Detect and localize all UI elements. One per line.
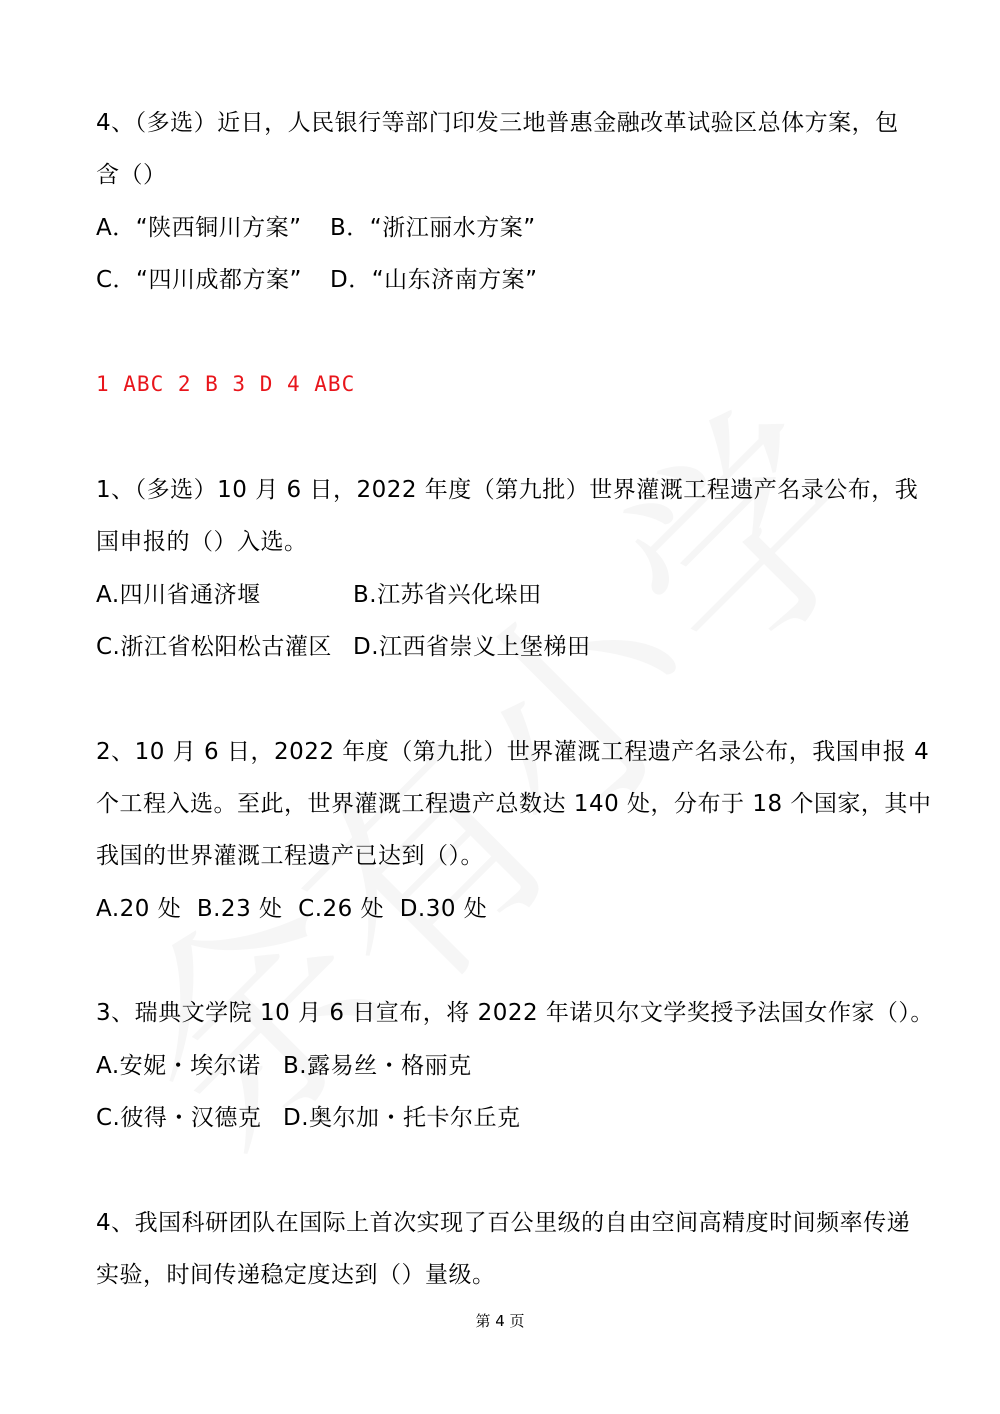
question-1-text-line1: 1、（多选）10 月 6 日，2022 年度（第九批）世界灌溉工程遗产名录公布，我 bbox=[96, 477, 919, 503]
question-1-text-line2: 国申报的（）入选。 bbox=[96, 529, 308, 555]
question-2-options: A.20 处 B.23 处 C.26 处 D.30 处 bbox=[96, 896, 488, 922]
question-2-text-line3: 我国的世界灌溉工程遗产已达到（）。 bbox=[96, 843, 484, 869]
question-3-text-line1: 3、瑞典文学院 10 月 6 日宣布，将 2022 年诺贝尔文学奖授予法国女作家（）。 bbox=[96, 1000, 934, 1026]
question-4-text-line2: 实验，时间传递稳定度达到（）量级。 bbox=[96, 1262, 496, 1288]
question-1-option-b: B.江苏省兴化垛田 bbox=[353, 582, 542, 608]
question-4-prev-option-c: C．“四川成都方案” bbox=[96, 267, 302, 293]
question-3-option-d: D.奥尔加・托卡尔丘克 bbox=[283, 1105, 521, 1131]
question-4-prev-text-line2: 含（） bbox=[96, 162, 167, 188]
question-2-text-line2: 个工程入选。至此，世界灌溉工程遗产总数达 140 处，分布于 18 个国家，其中 bbox=[96, 791, 932, 817]
question-3-option-a: A.安妮・埃尔诺 bbox=[96, 1053, 261, 1079]
question-4-prev-option-a: A．“陕西铜川方案” bbox=[96, 215, 302, 241]
question-1-option-c: C.浙江省松阳松古灌区 bbox=[96, 634, 332, 660]
question-4-prev-option-b: B．“浙江丽水方案” bbox=[330, 215, 536, 241]
question-1-option-a: A.四川省通济堰 bbox=[96, 582, 261, 608]
question-2-text-line1: 2、10 月 6 日，2022 年度（第九批）世界灌溉工程遗产名录公布，我国申报 4 bbox=[96, 739, 930, 765]
question-3-option-b: B.露易丝・格丽克 bbox=[283, 1053, 472, 1079]
question-1-option-d: D.江西省崇义上堡梯田 bbox=[353, 634, 591, 660]
question-4-prev-option-d: D．“山东济南方案” bbox=[330, 267, 538, 293]
answer-key: 1 ABC 2 B 3 D 4 ABC bbox=[96, 372, 356, 396]
page-number: 第 4 页 bbox=[475, 1312, 525, 1330]
question-4-text-line1: 4、我国科研团队在国际上首次实现了百公里级的自由空间高精度时间频率传递 bbox=[96, 1210, 911, 1236]
question-3-option-c: C.彼得・汉德克 bbox=[96, 1105, 262, 1131]
question-4-prev-text-line1: 4、（多选）近日，人民银行等部门印发三地普惠金融改革试验区总体方案，包 bbox=[96, 110, 899, 136]
